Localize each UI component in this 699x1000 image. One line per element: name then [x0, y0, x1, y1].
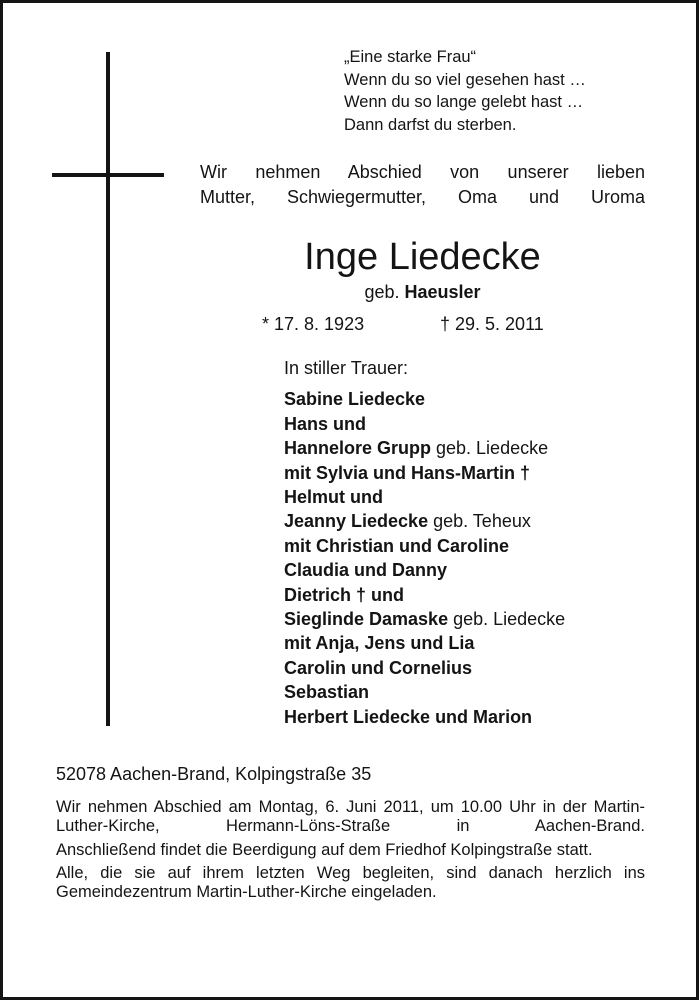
mourner-line: Claudia und Danny [284, 560, 448, 581]
mourner-line: mit Anja, Jens und Lia [284, 633, 475, 654]
death-date: † 29. 5. 2011 [440, 314, 544, 334]
intro-text [200, 160, 645, 210]
maiden-name [200, 280, 645, 304]
maiden-surname: Haeusler [404, 282, 481, 302]
mourners-list [284, 356, 565, 729]
mourners-heading: In stiller Trauer: [284, 358, 409, 378]
mourner-line: Carolin und Cornelius [284, 657, 473, 678]
poem-line: Wenn du so viel gesehen hast … [344, 70, 586, 89]
poem [344, 46, 586, 136]
poem-line: Dann darfst du sterben. [344, 115, 517, 134]
poem-line: Wenn du so lange gelebt hast … [344, 93, 584, 111]
mourner-line: mit Sylvia und Hans-Martin † [284, 462, 531, 483]
intro-line: Wir nehmen Abschied von unserer lieben [200, 162, 645, 182]
intro-line: Mutter, Schwiegermutter, Oma und Uroma [200, 187, 645, 207]
burial-paragraph: Anschließend findet die Beerdigung auf dem Friedhof Kolpingstraße statt. [56, 840, 593, 859]
poem-line: „Eine starke Frau“ [344, 48, 477, 66]
mourner-line: Dietrich † und [284, 584, 405, 605]
cross-vertical-bar [106, 52, 110, 726]
service-paragraph: Wir nehmen Abschied am Montag, 6. Juni 2011, um 10.00 Uhr in der Martin-Luther-Kirche, Hermann-Löns-Straße in Aachen-Brand. [56, 798, 645, 836]
address: 52078 Aachen-Brand, Kolpingstraße 35 [56, 764, 372, 784]
mourner-line: Jeanny Liedecke geb. Teheux [284, 511, 531, 532]
mourner-line: Hannelore Grupp geb. Liedecke [284, 438, 549, 459]
mourner-line: Herbert Liedecke und Marion [284, 706, 533, 727]
invitation-paragraph: Alle, die sie auf ihrem letzten Weg begleiten, sind danach herzlich ins Gemeindezentrum Martin-Luther-Kirche eingeladen. [56, 863, 645, 902]
deceased-name: Inge Liedecke [304, 236, 541, 278]
mourner-line: Hans und [284, 413, 367, 434]
mourner-line: Helmut und [284, 487, 383, 508]
cross-horizontal-bar [52, 173, 164, 177]
birth-date: * 17. 8. 1923 [262, 314, 365, 334]
mourner-line: Sieglinde Damaske geb. Liedecke [284, 609, 566, 630]
mourner-line: mit Christian und Caroline [284, 535, 510, 556]
mourner-line: Sebastian [284, 682, 370, 703]
maiden-prefix: geb. [364, 282, 400, 302]
service-info [56, 798, 645, 906]
mourner-line: Sabine Liedecke [284, 389, 426, 410]
